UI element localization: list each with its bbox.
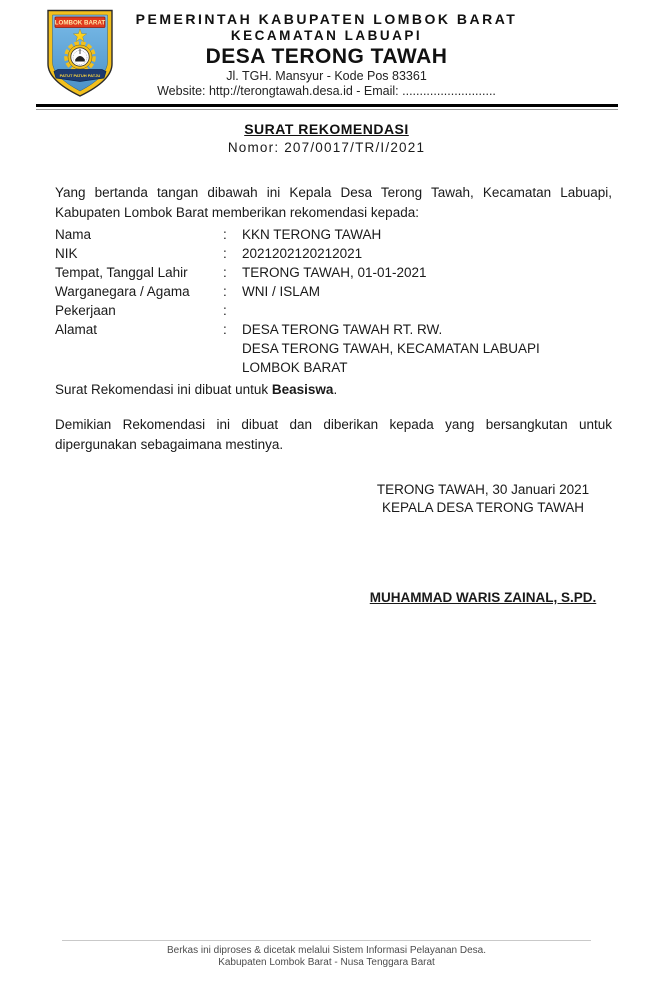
field-label: Tempat, Tanggal Lahir xyxy=(55,265,188,280)
field-label: Warganegara / Agama xyxy=(55,284,190,299)
signature-title: KEPALA DESA TERONG TAWAH xyxy=(381,500,585,515)
field-row-alamat xyxy=(55,320,612,377)
purpose-paragraph xyxy=(55,380,612,400)
letterhead-village: DESA TERONG TAWAH xyxy=(205,45,448,68)
signature-place-date: TERONG TAWAH, 30 Januari 2021 xyxy=(376,482,590,497)
field-row-nama xyxy=(55,225,612,244)
field-value: WNI / ISLAM xyxy=(242,284,321,299)
purpose-suffix: . xyxy=(333,382,338,397)
alamat-line-3: LOMBOK BARAT xyxy=(242,360,348,375)
letterhead xyxy=(0,0,653,110)
document-body xyxy=(55,183,612,455)
purpose-keyword: Beasiswa xyxy=(271,382,334,397)
field-colon: : xyxy=(223,303,227,318)
field-colon: : xyxy=(223,322,227,337)
field-row-nik xyxy=(55,244,612,263)
field-value: TERONG TAWAH, 01-01-2021 xyxy=(242,265,427,280)
lombok-barat-crest-icon xyxy=(44,8,116,98)
letterhead-address: Jl. TGH. Mansyur - Kode Pos 83361 xyxy=(226,69,427,83)
field-label: Nama xyxy=(55,227,92,242)
field-label: Alamat xyxy=(55,322,98,337)
footer-line-1: Berkas ini diproses & dicetak melalui Sistem Informasi Pelayanan Desa. xyxy=(166,945,487,956)
closing-paragraph: Demikian Rekomendasi ini dibuat dan diberikan kepada yang bersangkutan untuk dipergunakan sebagaimana mestinya. xyxy=(55,417,612,452)
document-footer xyxy=(0,940,653,969)
crest-svg xyxy=(44,8,116,98)
letterhead-district: KECAMATAN LABUAPI xyxy=(230,28,423,43)
field-value: 2021202120212021 xyxy=(242,246,363,261)
signature-name: MUHAMMAD WARIS ZAINAL, S.PD. xyxy=(369,590,597,605)
alamat-line-2: DESA TERONG TAWAH, KECAMATAN LABUAPI xyxy=(242,341,540,356)
field-row-tempat-tanggal-lahir xyxy=(55,263,612,282)
field-colon: : xyxy=(223,227,227,242)
field-label: NIK xyxy=(55,246,78,261)
title-block xyxy=(0,121,653,156)
alamat-line-1: DESA TERONG TAWAH RT. RW. xyxy=(242,322,443,337)
field-value: KKN TERONG TAWAH xyxy=(242,227,382,242)
field-colon: : xyxy=(223,284,227,299)
document-number: Nomor: 207/0017/TR/I/2021 xyxy=(227,140,426,155)
field-row-pekerjaan xyxy=(55,301,612,320)
signature-block xyxy=(350,481,616,607)
field-value xyxy=(242,320,612,377)
motto-ribbon-text: PATUT PATUH PATJU xyxy=(59,72,101,78)
letterhead-government: PEMERINTAH KABUPATEN LOMBOK BARAT xyxy=(135,11,518,27)
recipient-fields xyxy=(55,225,612,377)
document-title: SURAT REKOMENDASI xyxy=(244,121,409,137)
field-row-warganegara-agama xyxy=(55,282,612,301)
field-colon: : xyxy=(223,265,227,280)
letterhead-contact: Website: http://terongtawah.desa.id - Email: ........................... xyxy=(157,84,496,98)
crest-banner-text: LOMBOK BARAT xyxy=(54,19,106,27)
footer-line-2: Kabupaten Lombok Barat - Nusa Tenggara Barat xyxy=(218,957,435,968)
letterhead-divider xyxy=(36,104,618,110)
purpose-prefix: Surat Rekomendasi ini dibuat untuk xyxy=(55,382,272,397)
opening-paragraph: Yang bertanda tangan dibawah ini Kepala Desa Terong Tawah, Kecamatan Labuapi, Kabupaten Lombok Barat memberikan rekomendasi kepada: xyxy=(55,185,612,220)
field-colon: : xyxy=(223,246,227,261)
footer-divider xyxy=(62,940,591,941)
field-label: Pekerjaan xyxy=(55,303,116,318)
